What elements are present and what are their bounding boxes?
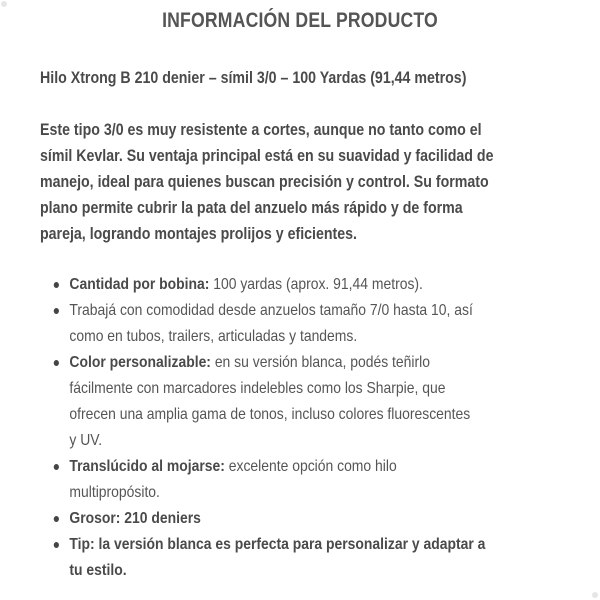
feature-label: Cantidad por bobina: [69, 276, 210, 293]
feature-text: y UV. [69, 432, 103, 449]
description-line: símil Kevlar. Su ventaja principal está en su suavidad y facilidad de [40, 147, 494, 165]
bullet-icon [54, 516, 59, 522]
feature-item-anzuelos [52, 298, 548, 350]
bullet-icon [54, 464, 59, 470]
feature-text: excelente opción como hilo [224, 458, 397, 475]
description-line: manejo, ideal para quienes buscan precisión y control. Su formato [40, 173, 489, 191]
feature-label: Translúcido al mojarse: [69, 458, 225, 475]
section-title: INFORMACIÓN DEL PRODUCTO [162, 9, 438, 32]
feature-list [52, 272, 548, 584]
feature-item-grosor [52, 506, 548, 532]
corner-dot-top-left [1, 1, 7, 7]
description-line: pareja, logrando montajes prolijos y eficientes. [40, 225, 358, 243]
feature-label: Tip: la versión blanca es perfecta para personalizar y adaptar a [69, 536, 486, 553]
feature-item-color [52, 350, 548, 454]
product-subtitle: Hilo Xtrong B 210 denier – símil 3/0 – 100 Yardas (91,44 metros) [40, 69, 467, 87]
description-line: Este tipo 3/0 es muy resistente a cortes, aunque no tanto como el [40, 121, 482, 139]
feature-text: Trabajá con comodidad desde anzuelos tamaño 7/0 hasta 10, así [69, 302, 473, 319]
feature-label: Color personalizable: [69, 354, 211, 371]
feature-text: fácilmente con marcadores indelebles como los Sharpie, que [69, 380, 446, 397]
bullet-icon [54, 308, 59, 314]
feature-item-cantidad [52, 272, 548, 298]
feature-item-tip [52, 532, 548, 584]
feature-text: multipropósito. [69, 484, 160, 501]
bullet-icon [54, 282, 59, 288]
bullet-icon [54, 542, 59, 548]
feature-text: ofrecen una amplia gama de tonos, incluso colores fluorescentes [69, 406, 471, 423]
feature-item-translucido [52, 454, 548, 506]
feature-text: en su versión blanca, podés teñirlo [210, 354, 430, 371]
feature-text: como en tubos, trailers, articuladas y tandems. [69, 328, 358, 345]
description-line: plano permite cubrir la pata del anzuelo más rápido y de forma [40, 199, 463, 217]
corner-dot-bottom-right [592, 592, 598, 598]
feature-text: 100 yardas (aprox. 91,44 metros). [209, 276, 423, 293]
feature-label: Grosor: 210 deniers [69, 510, 201, 527]
bullet-icon [54, 360, 59, 366]
feature-text: tu estilo. [69, 562, 127, 579]
product-description [40, 117, 561, 247]
